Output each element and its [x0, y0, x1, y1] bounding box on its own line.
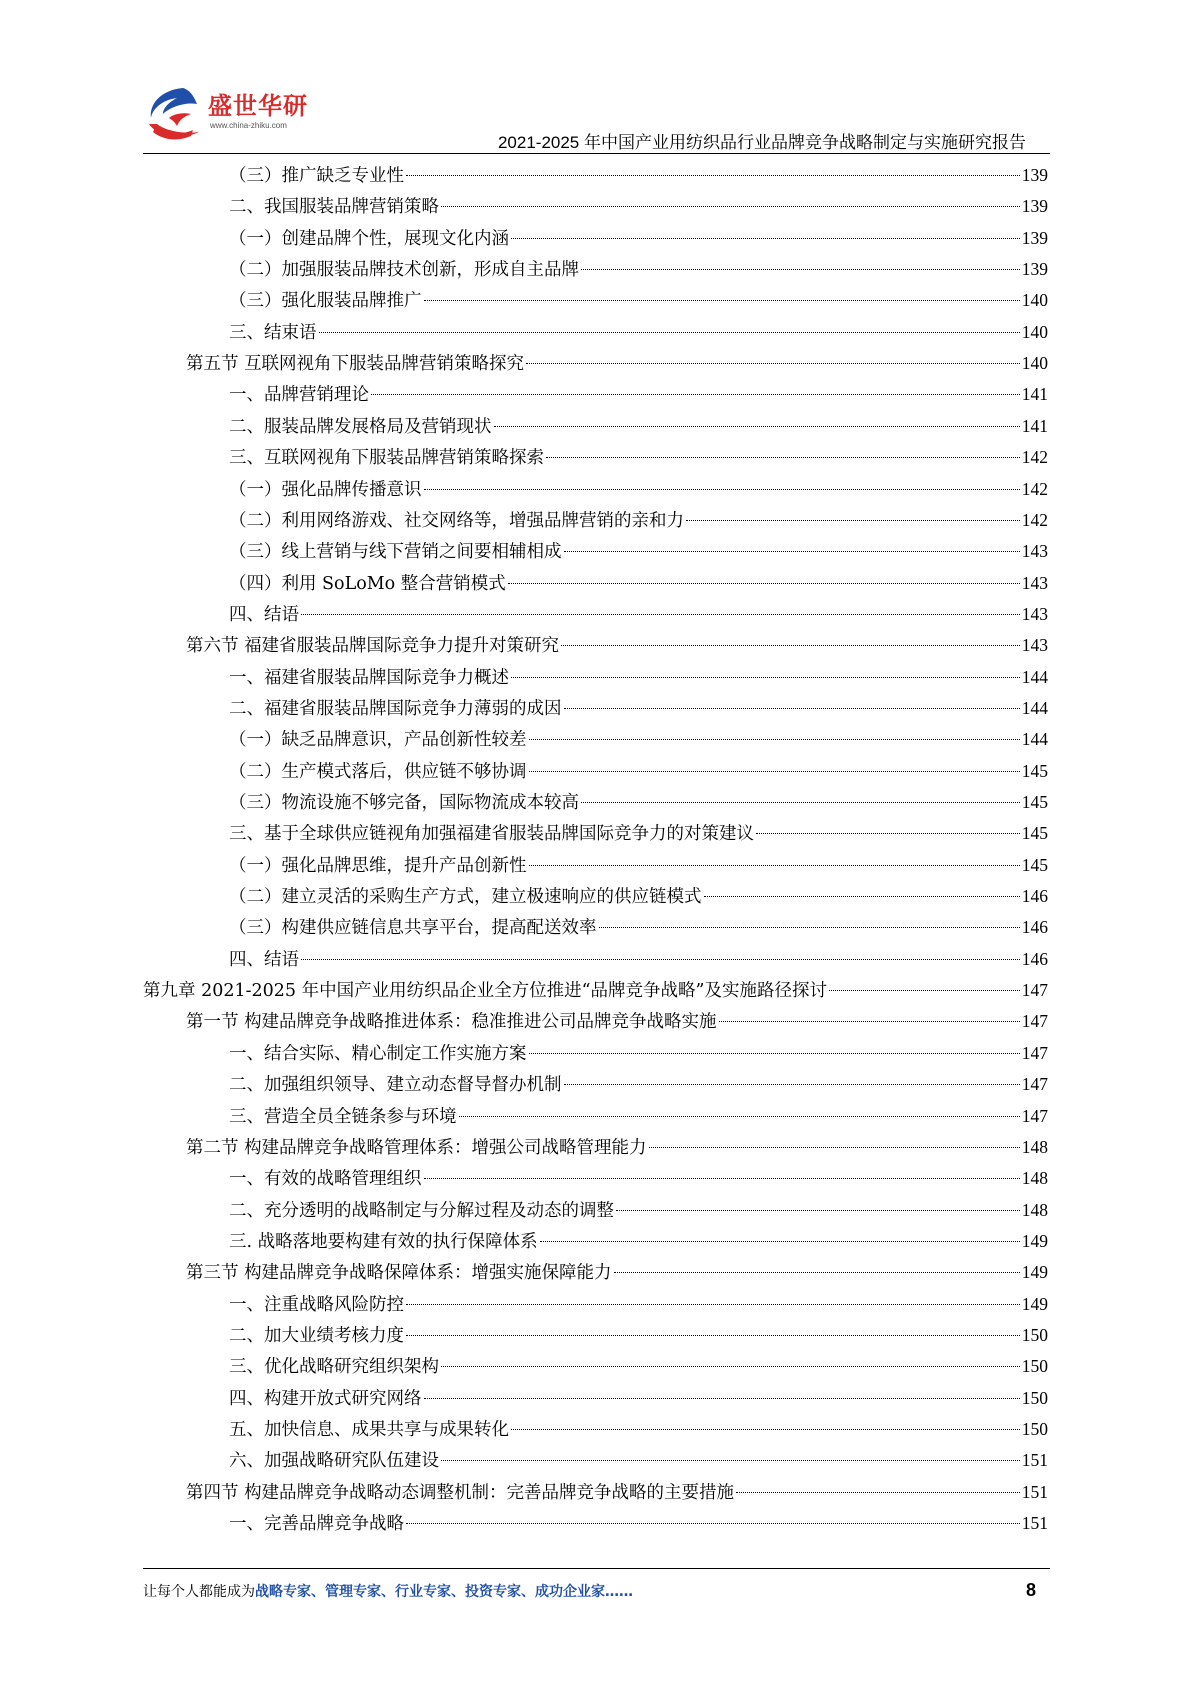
toc-entry[interactable] — [229, 944, 1048, 975]
toc-entry-page: 147 — [1021, 1011, 1048, 1032]
toc-entry-title: （三）推广缺乏专业性 — [229, 166, 404, 186]
toc-entry-page: 139 — [1021, 196, 1048, 217]
toc-leader-dots — [599, 927, 1020, 928]
toc-entry-page: 139 — [1021, 259, 1048, 280]
toc-entry-page: 139 — [1021, 227, 1048, 248]
toc-leader-dots — [736, 1492, 1020, 1493]
page-footer — [143, 1581, 1050, 1605]
toc-leader-dots — [526, 363, 1020, 364]
logo-url: www.china-zhiku.com — [210, 121, 287, 130]
toc-entry[interactable] — [229, 285, 1048, 316]
toc-entry[interactable] — [229, 536, 1048, 567]
toc-entry-title: 四、结语 — [229, 949, 299, 970]
toc-entry[interactable] — [229, 1320, 1048, 1351]
toc-entry-title: 二、充分透明的战略制定与分解过程及动态的调整 — [229, 1200, 614, 1221]
toc-entry-title: 第二节 构建品牌竞争战略管理体系：增强公司战略管理能力 — [186, 1137, 647, 1158]
toc-entry-title: （四）利用 SoLoMo 整合营销模式 — [229, 573, 506, 594]
toc-entry-page: 151 — [1021, 1450, 1048, 1471]
toc-entry-page: 144 — [1021, 697, 1048, 718]
toc-entry[interactable] — [229, 505, 1048, 536]
toc-entry[interactable] — [229, 1069, 1048, 1100]
toc-leader-dots — [406, 1304, 1020, 1305]
toc-entry[interactable] — [229, 317, 1048, 348]
toc-entry-title: 五、加快信息、成果共享与成果转化 — [229, 1420, 509, 1440]
toc-entry-title: 一、有效的战略管理组织 — [229, 1169, 422, 1190]
toc-entry-page: 150 — [1021, 1419, 1048, 1439]
toc-entry-title: 一、完善品牌竞争战略 — [229, 1514, 404, 1535]
toc-entry[interactable] — [229, 411, 1048, 442]
toc-entry-page: 142 — [1021, 509, 1048, 530]
toc-leader-dots — [649, 1147, 1020, 1148]
toc-leader-dots — [581, 269, 1020, 270]
toc-entry[interactable] — [229, 724, 1048, 755]
toc-entry[interactable] — [229, 1226, 1048, 1257]
report-title: 2021-2025 年中国产业用纺织品行业品牌竞争战略制定与实施研究报告 — [497, 133, 1026, 152]
toc-entry-title: 一、福建省服装品牌国际竞争力概述 — [229, 667, 509, 688]
toc-leader-dots — [511, 677, 1020, 678]
toc-entry-title: 二、加大业绩考核力度 — [229, 1325, 404, 1346]
toc-entry-title: 一、注重战略风险防控 — [229, 1294, 404, 1315]
toc-entry-page: 143 — [1021, 603, 1048, 624]
toc-entry-page: 148 — [1021, 1136, 1048, 1157]
toc-leader-dots — [614, 1272, 1020, 1273]
toc-entry-title: 二、福建省服装品牌国际竞争力薄弱的成因 — [229, 698, 562, 719]
toc-entry-title: （一）强化品牌传播意识 — [229, 479, 422, 500]
toc-entry-title: （三）线上营销与线下营销之间要相辅相成 — [229, 542, 562, 563]
toc-leader-dots — [686, 520, 1020, 521]
toc-leader-dots — [406, 1335, 1020, 1336]
logo-text: 盛世华研 — [208, 92, 308, 120]
toc-entry-title: （一）缺乏品牌意识，产品创新性较差 — [229, 730, 527, 751]
toc-entry[interactable] — [229, 1289, 1048, 1320]
toc-entry-page: 140 — [1021, 353, 1048, 374]
toc-entry-page: 145 — [1021, 854, 1048, 875]
toc-entry-page: 151 — [1021, 1513, 1048, 1534]
toc-leader-dots — [719, 1021, 1020, 1022]
toc-entry[interactable] — [229, 881, 1048, 912]
toc-entry-title: （三）强化服装品牌推广 — [229, 291, 422, 312]
toc-entry-page: 149 — [1021, 1262, 1048, 1283]
toc-leader-dots — [511, 1429, 1020, 1430]
toc-entry-page: 143 — [1021, 572, 1048, 593]
toc-leader-dots — [459, 1116, 1020, 1117]
toc-leader-dots — [508, 583, 1020, 584]
toc-leader-dots — [564, 708, 1020, 709]
toc-entry-page: 150 — [1021, 1387, 1048, 1408]
toc-entry-title: 第三节 构建品牌竞争战略保障体系：增强实施保障能力 — [186, 1263, 612, 1284]
toc-entry-title: 四、构建开放式研究网络 — [229, 1388, 422, 1409]
toc-entry[interactable] — [229, 818, 1048, 849]
toc-entry-page: 141 — [1021, 384, 1048, 405]
toc-entry-title: （二）建立灵活的采购生产方式，建立极速响应的供应链模式 — [229, 887, 702, 908]
toc-entry-title: （一）强化品牌思维，提升产品创新性 — [229, 855, 527, 876]
toc-leader-dots — [301, 959, 1020, 960]
toc-entry[interactable] — [229, 912, 1048, 943]
toc-leader-dots — [529, 739, 1020, 740]
toc-leader-dots — [424, 1178, 1020, 1179]
toc-leader-dots — [561, 645, 1020, 646]
toc-entry[interactable] — [229, 1195, 1048, 1226]
page-number: 8 — [1025, 1580, 1036, 1600]
toc-entry[interactable] — [186, 1006, 1048, 1037]
toc-entry-page: 147 — [1021, 1105, 1048, 1126]
toc-entry-page: 142 — [1021, 447, 1048, 468]
toc-entry-page: 143 — [1021, 541, 1048, 562]
toc-leader-dots — [441, 1366, 1020, 1367]
toc-entry-page: 150 — [1021, 1356, 1048, 1377]
toc-leader-dots — [319, 332, 1020, 333]
toc-entry-title: 三、结束语 — [229, 322, 317, 343]
toc-entry-title: 六、加强战略研究队伍建设 — [229, 1451, 439, 1472]
toc-entry[interactable] — [229, 191, 1048, 222]
toc-entry-title: 二、加强组织领导、建立动态督导督办机制 — [229, 1075, 562, 1096]
toc-entry-title: 第五节 互联网视角下服装品牌营销策略探究 — [186, 354, 525, 375]
toc-entry-title: 一、品牌营销理论 — [229, 385, 369, 406]
toc-entry-title: 三、基于全球供应链视角加强福建省服装品牌国际竞争力的对策建议 — [229, 824, 754, 845]
toc-entry[interactable] — [229, 756, 1048, 787]
toc-entry-page: 145 — [1021, 760, 1048, 781]
toc-entry-title: 二、我国服装品牌营销策略 — [229, 197, 439, 218]
toc-leader-dots — [406, 1523, 1020, 1524]
toc-entry-title: （二）利用网络游戏、社交网络等，增强品牌营销的亲和力 — [229, 510, 684, 531]
toc-entry-page: 141 — [1021, 415, 1048, 436]
toc-entry-title: （一）创建品牌个性，展现文化内涵 — [229, 228, 509, 249]
toc-entry-page: 150 — [1021, 1324, 1048, 1345]
toc-leader-dots — [301, 614, 1020, 615]
toc-entry[interactable] — [186, 1132, 1048, 1163]
toc-entry[interactable] — [229, 1383, 1048, 1414]
toc-leader-dots — [540, 1241, 1020, 1242]
logo-emblem-icon — [143, 84, 209, 146]
toc-entry[interactable] — [229, 1351, 1048, 1382]
toc-entry-title: 二、服装品牌发展格局及营销现状 — [229, 416, 492, 437]
toc-entry-page: 140 — [1021, 290, 1048, 311]
toc-entry[interactable] — [229, 1038, 1048, 1069]
toc-entry-page: 146 — [1021, 948, 1048, 969]
header-divider — [143, 153, 1050, 154]
toc-leader-dots — [424, 489, 1020, 490]
toc-entry[interactable] — [229, 1414, 1048, 1445]
toc-entry-page: 147 — [1021, 1074, 1048, 1095]
toc-entry-page: 142 — [1021, 478, 1048, 499]
footer-divider — [143, 1568, 1050, 1569]
toc-leader-dots — [511, 238, 1020, 239]
toc-entry[interactable] — [186, 1257, 1048, 1288]
toc-leader-dots — [529, 1053, 1020, 1054]
toc-entry-title: 三、营造全员全链条参与环境 — [229, 1106, 457, 1127]
toc-entry[interactable] — [229, 787, 1048, 818]
toc-entry-title: （二）加强服装品牌技术创新，形成自主品牌 — [229, 260, 579, 281]
toc-entry[interactable] — [229, 1508, 1048, 1539]
toc-leader-dots — [529, 865, 1020, 866]
toc-leader-dots — [441, 1460, 1020, 1461]
toc-leader-dots — [494, 426, 1020, 427]
toc-entry[interactable] — [229, 850, 1048, 881]
toc-entry-page: 145 — [1021, 792, 1048, 812]
toc-leader-dots — [441, 206, 1020, 207]
toc-entry-title: 三. 战略落地要构建有效的执行保障体系 — [229, 1231, 538, 1252]
toc-entry[interactable] — [186, 348, 1048, 379]
page-header — [0, 0, 1191, 160]
toc-entry[interactable] — [229, 254, 1048, 285]
toc-leader-dots — [529, 771, 1020, 772]
toc-entry[interactable] — [229, 599, 1048, 630]
toc-entry-title: 第一节 构建品牌竞争战略推进体系：稳准推进公司品牌竞争战略实施 — [186, 1012, 717, 1033]
toc-entry[interactable] — [229, 379, 1048, 410]
footer-slogan-highlight: 战略专家、管理专家、行业专家、投资专家、成功企业家…… — [255, 1584, 633, 1600]
toc-entry-page: 144 — [1021, 729, 1048, 750]
toc-entry-title: 三、互联网视角下服装品牌营销策略探索 — [229, 448, 544, 469]
toc-entry-title: （二）生产模式落后，供应链不够协调 — [229, 761, 527, 782]
toc-entry-title: 三、优化战略研究组织架构 — [229, 1357, 439, 1378]
footer-slogan-lead: 让每个人都能成为 — [143, 1584, 255, 1600]
toc-leader-dots — [424, 1398, 1020, 1399]
toc-entry-page: 145 — [1021, 823, 1048, 844]
toc-entry-page: 146 — [1021, 886, 1048, 907]
toc-leader-dots — [616, 1210, 1020, 1211]
toc-entry-page: 146 — [1021, 917, 1048, 938]
toc-leader-dots — [829, 990, 1020, 991]
toc-entry[interactable] — [186, 630, 1048, 661]
toc-leader-dots — [564, 551, 1020, 552]
toc-entry[interactable] — [229, 442, 1048, 473]
toc-entry-page: 149 — [1021, 1230, 1048, 1251]
toc-leader-dots — [371, 394, 1020, 395]
toc-entry[interactable] — [229, 1101, 1048, 1132]
toc-entry-page: 151 — [1021, 1481, 1048, 1502]
toc-entry-page: 144 — [1021, 666, 1048, 687]
toc-leader-dots — [581, 802, 1020, 803]
toc-entry-page: 149 — [1021, 1293, 1048, 1314]
toc-entry-page: 147 — [1021, 980, 1048, 1001]
toc-leader-dots — [756, 833, 1020, 834]
toc-entry[interactable] — [229, 474, 1048, 505]
toc-entry[interactable] — [229, 568, 1048, 599]
toc-leader-dots — [564, 1084, 1020, 1085]
toc-leader-dots — [406, 175, 1020, 176]
toc-entry[interactable] — [186, 1477, 1048, 1508]
toc-entry-page: 147 — [1021, 1042, 1048, 1063]
toc-entry-title: 第九章 2021-2025 年中国产业用纺织品企业全方位推进“品牌竞争战略”及实施路径探讨 — [143, 981, 828, 1002]
toc-entry[interactable] — [143, 975, 1048, 1006]
toc-entry-title: 第六节 福建省服装品牌国际竞争力提升对策研究 — [186, 636, 560, 657]
toc-entry[interactable] — [229, 693, 1048, 724]
toc-leader-dots — [704, 896, 1020, 897]
toc-entry-page: 148 — [1021, 1168, 1048, 1189]
toc-entry-title: 一、结合实际、精心制定工作实施方案 — [229, 1043, 527, 1064]
toc-entry-page: 139 — [1021, 165, 1048, 185]
toc-entry-title: （三）构建供应链信息共享平台，提高配送效率 — [229, 918, 597, 939]
toc-entry[interactable] — [229, 223, 1048, 254]
toc-entry[interactable] — [229, 160, 1048, 191]
toc-entry-title: 第四节 构建品牌竞争战略动态调整机制：完善品牌竞争战略的主要措施 — [186, 1482, 735, 1503]
company-logo — [143, 84, 313, 150]
toc-entry-page: 140 — [1021, 321, 1048, 342]
toc-entry[interactable] — [229, 1445, 1048, 1476]
toc-leader-dots — [546, 457, 1020, 458]
toc-entry[interactable] — [229, 1163, 1048, 1194]
toc-entry-page: 148 — [1021, 1199, 1048, 1220]
toc-entry-title: （三）物流设施不够完备，国际物流成本较高 — [229, 793, 579, 813]
toc-entry[interactable] — [229, 662, 1048, 693]
toc-entry-page: 143 — [1021, 635, 1048, 656]
toc-entry-title: 四、结语 — [229, 604, 299, 625]
toc-leader-dots — [424, 300, 1020, 301]
